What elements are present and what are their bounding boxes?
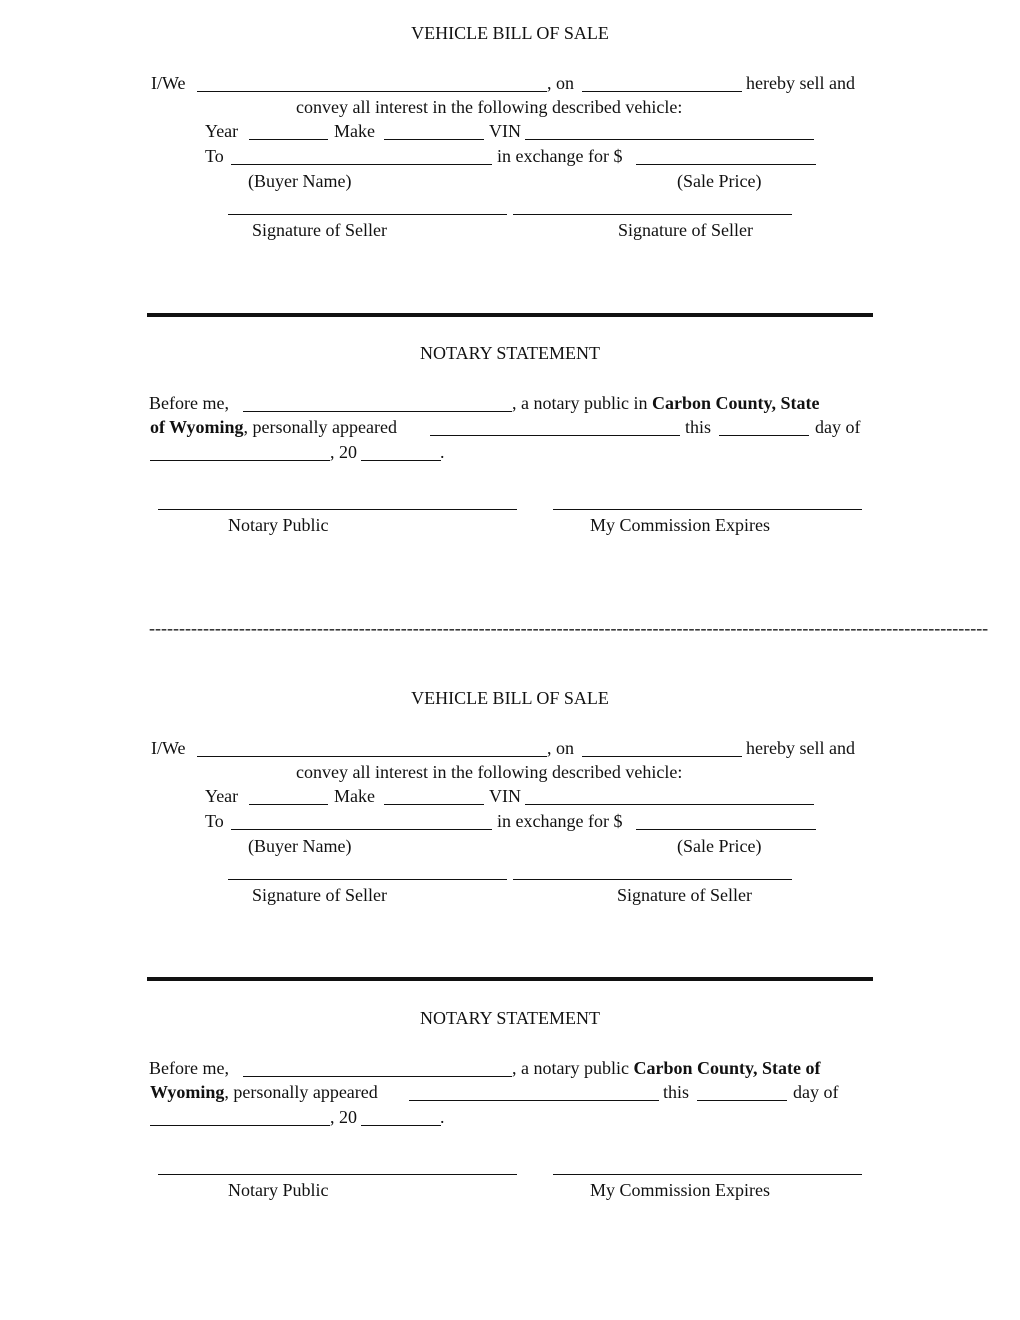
bill-of-sale-title: VEHICLE BILL OF SALE [411, 688, 609, 708]
before-me-label: Before me, [149, 1058, 229, 1078]
notary-public-caption: Notary Public [228, 515, 329, 535]
year-blank[interactable] [249, 139, 328, 140]
seller-signature-caption-2: Signature of Seller [617, 885, 752, 905]
buyer-name-caption: (Buyer Name) [248, 171, 352, 191]
period-label: . [440, 442, 445, 462]
notary-statement-title: NOTARY STATEMENT [420, 343, 600, 363]
appeared-name-blank[interactable] [430, 435, 680, 436]
on-label: , on [547, 73, 574, 93]
buyer-name-blank[interactable] [231, 829, 492, 830]
section-divider [147, 313, 873, 317]
vin-label: VIN [489, 121, 521, 141]
year-prefix-label: , 20 [330, 442, 357, 462]
commission-expires-line[interactable] [553, 1174, 862, 1175]
state-text: of Wyoming [150, 417, 244, 437]
hereby-sell-label: hereby sell and [746, 738, 855, 758]
bill-of-sale-title: VEHICLE BILL OF SALE [411, 23, 609, 43]
personally-appeared-text: , personally appeared [243, 417, 397, 437]
seller-signature-line-2[interactable] [513, 214, 792, 215]
iwe-label: I/We [151, 73, 186, 93]
make-blank[interactable] [384, 804, 484, 805]
vin-blank[interactable] [525, 804, 814, 805]
convey-text: convey all interest in the following described vehicle: [296, 97, 683, 117]
seller-name-blank[interactable] [197, 91, 547, 92]
make-blank[interactable] [384, 139, 484, 140]
appeared-name-blank[interactable] [409, 1100, 659, 1101]
make-label: Make [334, 121, 375, 141]
year-label: Year [205, 786, 239, 806]
notary-name-blank[interactable] [243, 411, 512, 412]
seller-signature-caption-2: Signature of Seller [618, 220, 753, 240]
year-blank[interactable] [249, 804, 328, 805]
state-text: Wyoming [150, 1082, 225, 1102]
notary-signature-line[interactable] [158, 1174, 517, 1175]
county-state-text: Carbon County, State of [633, 1058, 821, 1078]
vin-label: VIN [489, 786, 521, 806]
seller-signature-caption-1: Signature of Seller [252, 885, 387, 905]
year-suffix-blank[interactable] [361, 1125, 441, 1126]
notary-statement-title: NOTARY STATEMENT [420, 1008, 600, 1028]
seller-signature-caption-1: Signature of Seller [252, 220, 387, 240]
seller-signature-line-1[interactable] [228, 214, 507, 215]
county-state-text: Carbon County, State [651, 393, 820, 413]
period-label: . [440, 1107, 445, 1127]
notary-public-text: , a notary public [512, 1058, 634, 1078]
date-blank[interactable] [582, 756, 742, 757]
sale-price-blank[interactable] [636, 829, 816, 830]
sale-price-caption: (Sale Price) [677, 171, 762, 191]
year-prefix-label: , 20 [330, 1107, 357, 1127]
notary-public-in-text: , a notary public in [512, 393, 652, 413]
date-blank[interactable] [582, 91, 742, 92]
exchange-label: in exchange for $ [497, 811, 623, 831]
before-me-label: Before me, [149, 393, 229, 413]
this-label: this [685, 417, 712, 437]
month-blank[interactable] [150, 460, 330, 461]
exchange-label: in exchange for $ [497, 146, 623, 166]
commission-expires-line[interactable] [553, 509, 862, 510]
iwe-label: I/We [151, 738, 186, 758]
notary-name-blank[interactable] [243, 1076, 512, 1077]
year-label: Year [205, 121, 239, 141]
day-of-label: day of [815, 417, 861, 437]
personally-appeared-text: , personally appeared [224, 1082, 378, 1102]
to-label: To [205, 146, 224, 166]
notary-public-caption: Notary Public [228, 1180, 329, 1200]
day-of-label: day of [793, 1082, 839, 1102]
seller-name-blank[interactable] [197, 756, 547, 757]
convey-text: convey all interest in the following described vehicle: [296, 762, 683, 782]
this-label: this [663, 1082, 690, 1102]
hereby-sell-label: hereby sell and [746, 73, 855, 93]
buyer-name-blank[interactable] [231, 164, 492, 165]
on-label: , on [547, 738, 574, 758]
seller-signature-line-1[interactable] [228, 879, 507, 880]
section-divider [147, 977, 873, 981]
month-blank[interactable] [150, 1125, 330, 1126]
to-label: To [205, 811, 224, 831]
day-blank[interactable] [719, 435, 809, 436]
seller-signature-line-2[interactable] [513, 879, 792, 880]
notary-signature-line[interactable] [158, 509, 517, 510]
cut-line: -------------------------------------------------------------------------------------------------------------------------------------------- [149, 618, 989, 638]
sale-price-caption: (Sale Price) [677, 836, 762, 856]
vin-blank[interactable] [525, 139, 814, 140]
buyer-name-caption: (Buyer Name) [248, 836, 352, 856]
day-blank[interactable] [697, 1100, 787, 1101]
year-suffix-blank[interactable] [361, 460, 441, 461]
sale-price-blank[interactable] [636, 164, 816, 165]
commission-expires-caption: My Commission Expires [590, 515, 771, 535]
commission-expires-caption: My Commission Expires [590, 1180, 771, 1200]
make-label: Make [334, 786, 375, 806]
